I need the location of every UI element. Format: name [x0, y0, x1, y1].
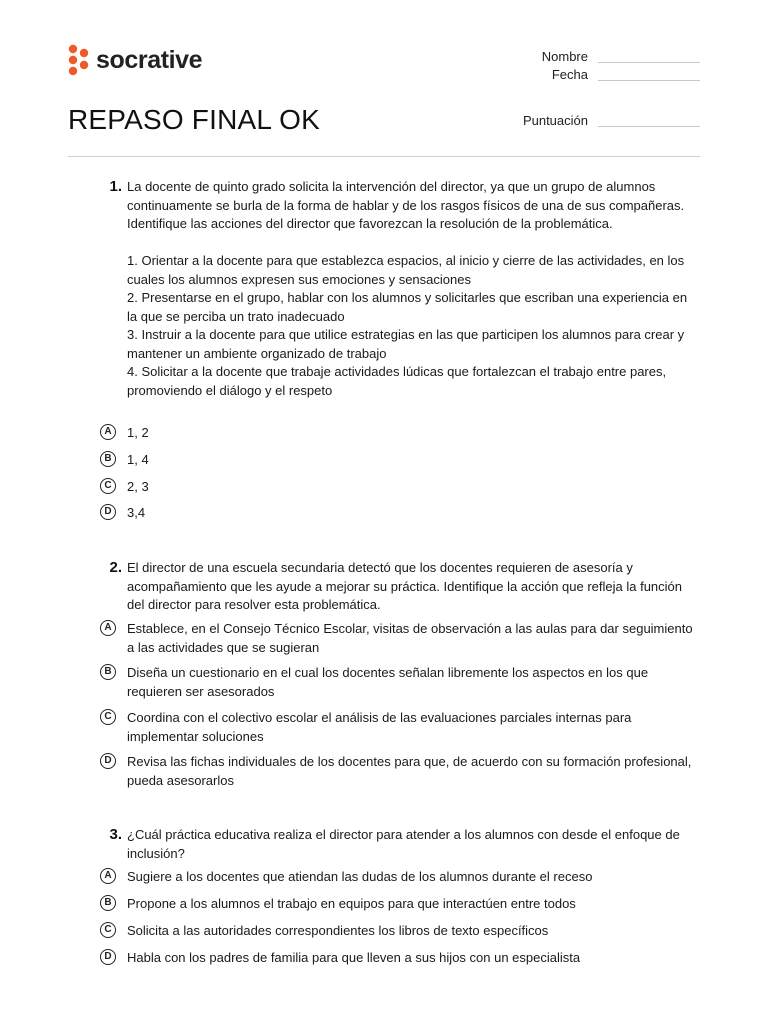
name-field[interactable] [542, 49, 700, 64]
question-text: El director de una escuela secundaria detectó que los docentes requieren de asesoría y acompañamiento que les ayude a mejorar su práctica. Identifique la acción que refleja la función del director para resolver esta problemática. [127, 560, 683, 612]
question-text: La docente de quinto grado solicita la intervención del director, ya que un grupo de alumnos continuamente se burla de la forma de hablar y de los rasgos físicos de una de sus compañeras. Identifique las acciones del director que favorezcan la resolución de la problemática. [127, 179, 685, 231]
option-text: Revisa las fichas individuales de los docentes para que, de acuerdo con su formación profesional, pueda asesorarlos [127, 754, 692, 788]
question-item: 1. Orientar a la docente para que establezca espacios, al inicio y cierre de las actividades, en los cuales los alumnos expresen sus emociones y sensaciones [127, 253, 685, 287]
option-letter-badge[interactable]: D [100, 753, 116, 769]
option-text: Solicita a las autoridades correspondientes los libros de texto específicos [127, 923, 549, 938]
option-letter-badge[interactable]: D [100, 949, 116, 965]
q3-option-b[interactable] [100, 895, 700, 914]
score-field[interactable] [523, 113, 700, 128]
question-number: 2. [109, 559, 122, 576]
q1-option-a[interactable] [100, 424, 700, 443]
q2-option-b[interactable] [100, 664, 700, 701]
option-text: Coordina con el colectivo escolar el análisis de las evaluaciones parciales internas para implementar soluciones [127, 710, 632, 744]
question-number: 1. [109, 178, 122, 195]
q2-option-a[interactable] [100, 620, 700, 657]
option-text: Propone a los alumnos el trabajo en equipos para que interactúen entre todos [127, 896, 576, 911]
option-letter-badge[interactable]: A [100, 868, 116, 884]
name-line[interactable] [598, 50, 700, 63]
question-3 [96, 826, 696, 863]
name-label: Nombre [541, 49, 588, 64]
question-1 [96, 178, 696, 400]
score-line[interactable] [598, 114, 700, 127]
option-text: Diseña un cuestionario en el cual los docentes señalan libremente los aspectos en los que requieren ser asesorados [127, 665, 649, 699]
option-text: 2, 3 [127, 479, 149, 494]
option-letter-badge[interactable]: B [100, 451, 116, 467]
date-field[interactable] [552, 67, 700, 82]
q3-option-a[interactable] [100, 868, 700, 887]
q1-option-b[interactable] [100, 451, 700, 470]
question-item: 2. Presentarse en el grupo, hablar con los alumnos y solicitarles que escriban una experiencia en la que se perciba un trato inadecuado [127, 290, 688, 324]
q1-option-c[interactable] [100, 478, 700, 497]
option-text: 3,4 [127, 505, 146, 520]
question-number: 3. [109, 826, 122, 843]
date-line[interactable] [598, 68, 700, 81]
q2-option-d[interactable] [100, 753, 700, 790]
question-2 [96, 559, 696, 615]
q3-option-c[interactable] [100, 922, 700, 941]
option-text: Establece, en el Consejo Técnico Escolar, visitas de observación a las aulas para dar seguimiento a las actividades que se sugieran [127, 621, 693, 655]
q1-option-d[interactable] [100, 504, 700, 523]
option-text: Habla con los padres de familia para que lleven a sus hijos con un especialista [127, 950, 581, 965]
socrative-logo [67, 44, 202, 76]
question-item: 4. Solicitar a la docente que trabaje actividades lúdicas que fortalezcan el trabajo entre pares, promoviendo el diálogo y el respeto [127, 364, 667, 398]
option-letter-badge[interactable]: D [100, 504, 116, 520]
q2-option-c[interactable] [100, 709, 700, 746]
q3-option-d[interactable] [100, 949, 700, 968]
header-divider [68, 156, 700, 157]
brand-name: socrative [96, 45, 203, 74]
option-letter-badge[interactable]: B [100, 895, 116, 911]
option-letter-badge[interactable]: C [100, 478, 116, 494]
option-text: Sugiere a los docentes que atiendan las dudas de los alumnos durante el receso [127, 869, 593, 884]
option-letter-badge[interactable]: C [100, 922, 116, 938]
option-text: 1, 2 [127, 425, 149, 440]
question-text: ¿Cuál práctica educativa realiza el director para atender a los alumnos con desde el enfoque de inclusión? [127, 827, 680, 861]
socrative-logo-icon [67, 44, 91, 76]
page-title: REPASO FINAL OK [68, 104, 320, 135]
score-label: Puntuación [522, 113, 588, 128]
option-letter-badge[interactable]: A [100, 620, 116, 636]
question-item: 3. Instruir a la docente para que utilice estrategias en las que participen los alumnos para crear y mantener un ambiente organizado de trabajo [127, 327, 685, 361]
option-letter-badge[interactable]: B [100, 664, 116, 680]
option-letter-badge[interactable]: C [100, 709, 116, 725]
option-letter-badge[interactable]: A [100, 424, 116, 440]
option-text: 1, 4 [127, 452, 149, 467]
date-label: Fecha [551, 67, 588, 82]
